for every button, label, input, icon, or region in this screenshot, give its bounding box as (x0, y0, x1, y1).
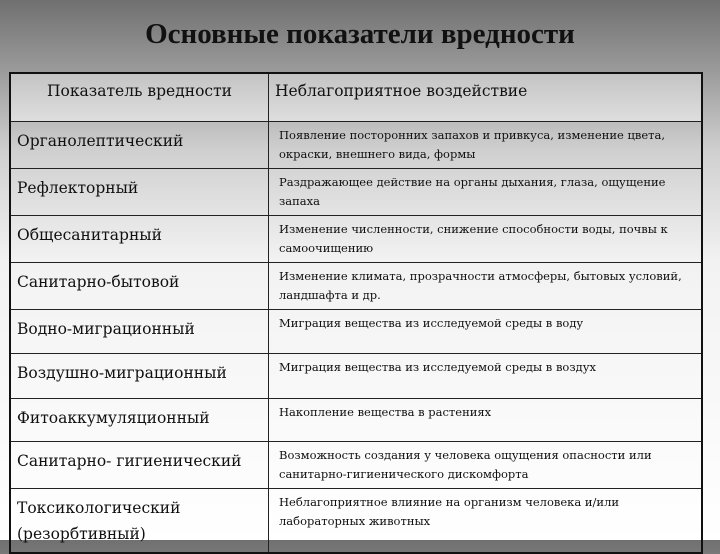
header-indicator: Показатель вредности (10, 73, 269, 122)
table-row (10, 354, 702, 399)
effect-cell: Миграция вещества из исследуемой среды в воздух (269, 354, 703, 399)
slide-title: Основные показатели вредности (145, 18, 575, 50)
table-row (10, 122, 702, 169)
table-row (10, 489, 702, 553)
table-row (10, 169, 702, 216)
harmfulness-table (9, 72, 703, 554)
table-row (10, 399, 702, 442)
table-row (10, 216, 702, 263)
indicator-cell: Рефлекторный (10, 169, 269, 216)
effect-cell: Миграция вещества из исследуемой среды в воду (269, 310, 703, 354)
table-row (10, 263, 702, 310)
effect-cell: Возможность создания у человека ощущения опасности или санитарно-гигиенического дискомфорта (269, 442, 703, 489)
effect-cell: Появление посторонних запахов и привкуса, изменение цвета, окраски, внешнего вида, формы (269, 122, 703, 169)
indicator-cell: Токсикологический (резорбтивный) (10, 489, 269, 553)
table-header-row (10, 73, 702, 122)
effect-cell: Накопление вещества в растениях (269, 399, 703, 442)
indicator-cell: Водно-миграционный (10, 310, 269, 354)
effect-cell: Изменение численности, снижение способности воды, почвы к самоочищению (269, 216, 703, 263)
effect-cell: Изменение климата, прозрачности атмосферы, бытовых условий, ландшафта и др. (269, 263, 703, 310)
effect-cell: Неблагоприятное влияние на организм человека и/или лабораторных животных (269, 489, 703, 553)
table-row (10, 442, 702, 489)
indicator-cell: Органолептический (10, 122, 269, 169)
indicator-cell: Общесанитарный (10, 216, 269, 263)
indicator-cell: Санитарно- гигиенический (10, 442, 269, 489)
table-row (10, 310, 702, 354)
indicator-cell: Воздушно-миграционный (10, 354, 269, 399)
indicator-cell: Санитарно-бытовой (10, 263, 269, 310)
indicator-cell: Фитоаккумуляционный (10, 399, 269, 442)
effect-cell: Раздражающее действие на органы дыхания, глаза, ощущение запаха (269, 169, 703, 216)
header-effect: Неблагоприятное воздействие (269, 73, 703, 122)
